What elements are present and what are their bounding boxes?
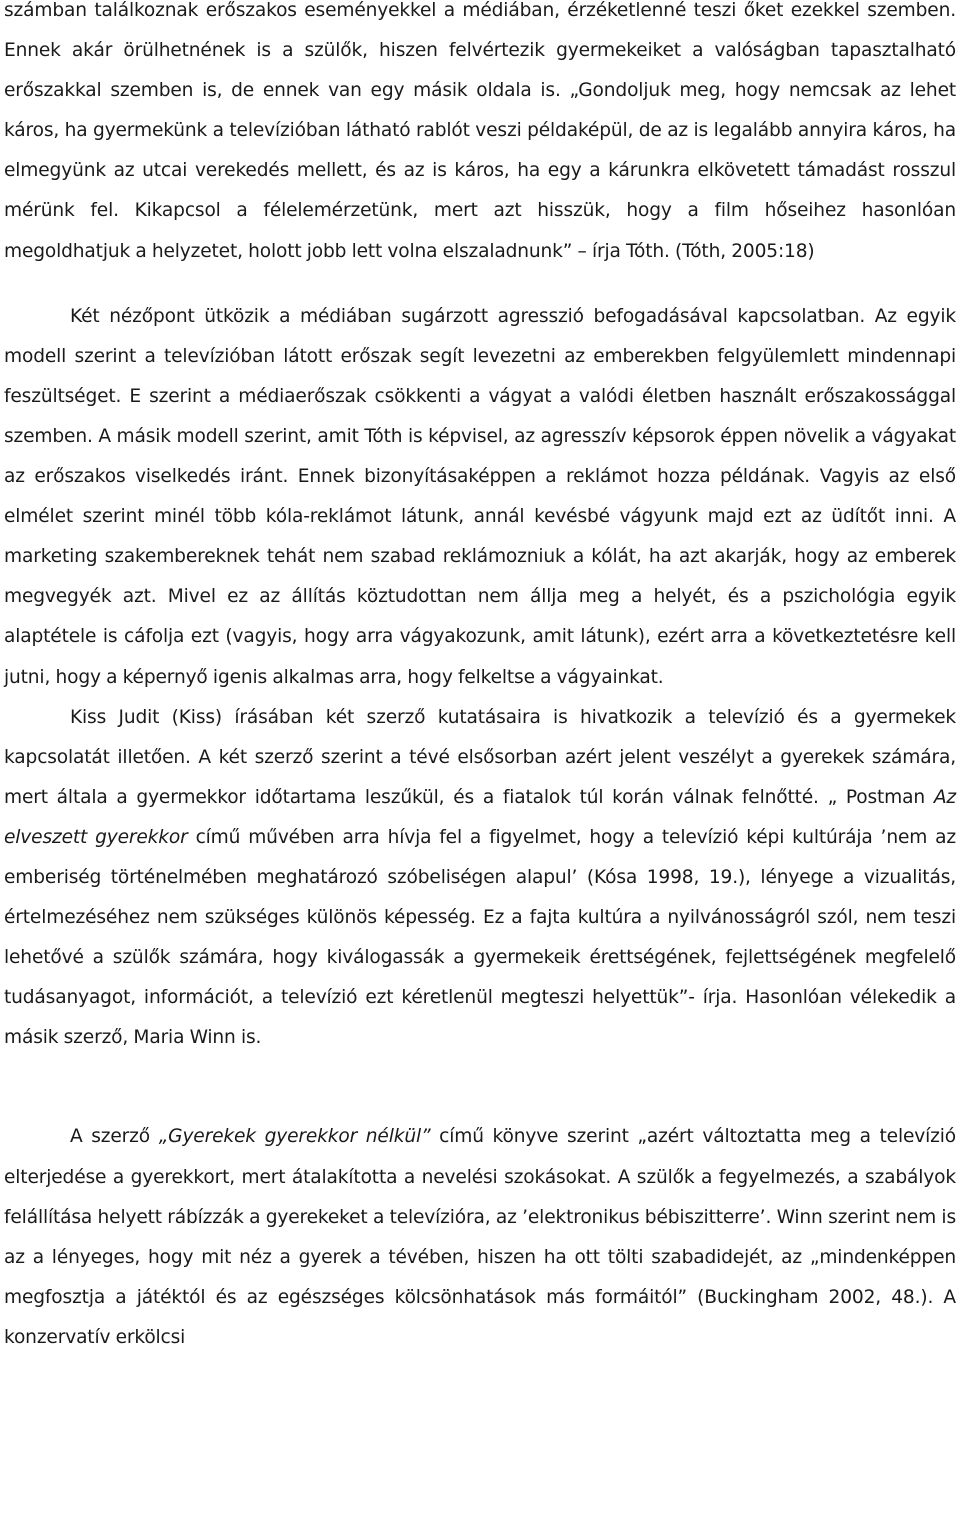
paragraph-1	[4, 0, 956, 272]
book-title-italic-2: „Gyerekek gyerekkor nélkül”	[158, 1126, 431, 1148]
paragraph-3-text-end: című művében arra hívja fel a figyelmet, hogy a televízió képi kultúrája ’nem az emberiség történelmében meghatározó szóbeliségen alapul’ (Kósa 1998, 19.), lényege a vizualitás, értelmezéséhez nem szükséges különös képesség. Ez a fajta kultúra a nyilvánosságról szól, nem teszi lehetővé a szülők számára, hogy kiválogassák a gyermekeik érettségének, fejlettségének megfelelő tudásanyagot, információt, a televízió ezt kéretlenül megteszi helyettük”- írja. Hasonlóan vélekedik a másik szerző, Maria Winn is.	[4, 826, 957, 1049]
paragraph-4	[4, 1117, 956, 1358]
paragraph-4-text-end: című könyve szerint „azért változtatta meg a televízió elterjedése a gyerekkort, mert átalakította a nevelési szokásokat. A szülők a fegyelmezés, a szabályok felállítása helyett rábízzák a gyerekeket a televízióra, az ’elektronikus bébiszitterre’. Winn szerint nem is az a lényeges, hogy mit néz a gyerek a tévében, hiszen ha ott tölti szabadidejét, az „mindenképpen megfosztja a játéktól és az egészséges kölcsönhatások más formáitól” (Buckingham 2002, 48.). A konzervatív erkölcsi	[4, 1126, 956, 1348]
book-title-italic: Az elveszett gyerekkor	[4, 786, 956, 848]
paragraph-1-text: számban találkoznak erőszakos eseményekkel a médiában, érzéketlenné teszi őket ezekkel szemben. Ennek akár örülhetnének is a szülők, hiszen felvértezik gyermekeiket a valóságban tapasztalható erőszakkal szemben is, de ennek van egy másik oldala is. „Gondoljuk meg, hogy nemcsak az lehet káros, ha gyermekünk a televízióban látható rablót veszi példaképül, de az is legalább annyira káros, ha elmegyünk az utcai verekedés mellett, és az is káros, ha egy a kárunkra elkövetett támadást rosszul mérünk fel. Kikapcsol a félelemérzetünk, mert azt hisszük, hogy a film hőseihez hasonlóan megoldhatjuk a helyzetet, holott jobb lett volna elszaladnunk” – írja Tóth. (Tóth, 2005:18)	[4, 0, 956, 262]
document-page	[4, 0, 956, 1358]
paragraph-3	[4, 698, 956, 1059]
paragraph-3-text-start: Kiss Judit (Kiss) írásában két szerző kutatásaira is hivatkozik a televízió és a gyermekek kapcsolatát illetően. A két szerző szerint a tévé elsősorban azért jelent veszélyt a gyerekek számára, mert általa a gyermekkor időtartama leszűkül, és a fiatalok túl korán válnak felnőtté. „ Postman	[4, 706, 956, 808]
paragraph-2-text: Két nézőpont ütközik a médiában sugárzott agresszió befogadásával kapcsolatban. Az egyik modell szerint a televízióban látott erőszak segít levezetni az emberekben felgyülemlett mindennapi feszültséget. E szerint a médiaerőszak csökkenti a vágyat a valódi életben használt erőszakossággal szemben. A másik modell szerint, amit Tóth is képvisel, az agresszív képsorok éppen növelik a vágyakat az erőszakos viselkedés iránt. Ennek bizonyításaképpen a reklámot hozza példának. Vagyis az első elmélet szerint minél több kóla-reklámot látunk, annál kevésbé vágyunk majd ezt az üdítőt inni. A marketing szakembereknek tehát nem szabad reklámozniuk a kólát, ha azt akarják, hogy az emberek megvegyék azt. Mivel ez az állítás köztudottan nem állja meg a helyét, és a pszichológia egyik alaptétele is cáfolja ezt (vagyis, hogy arra vágyakozunk, amit látunk), ezért arra a következtetésre kell jutni, hogy a képernyő igenis alkalmas arra, hogy felkeltse a vágyainkat.	[4, 305, 956, 688]
paragraph-4-text-start: A szerző	[70, 1126, 159, 1148]
paragraph-2	[4, 297, 956, 698]
